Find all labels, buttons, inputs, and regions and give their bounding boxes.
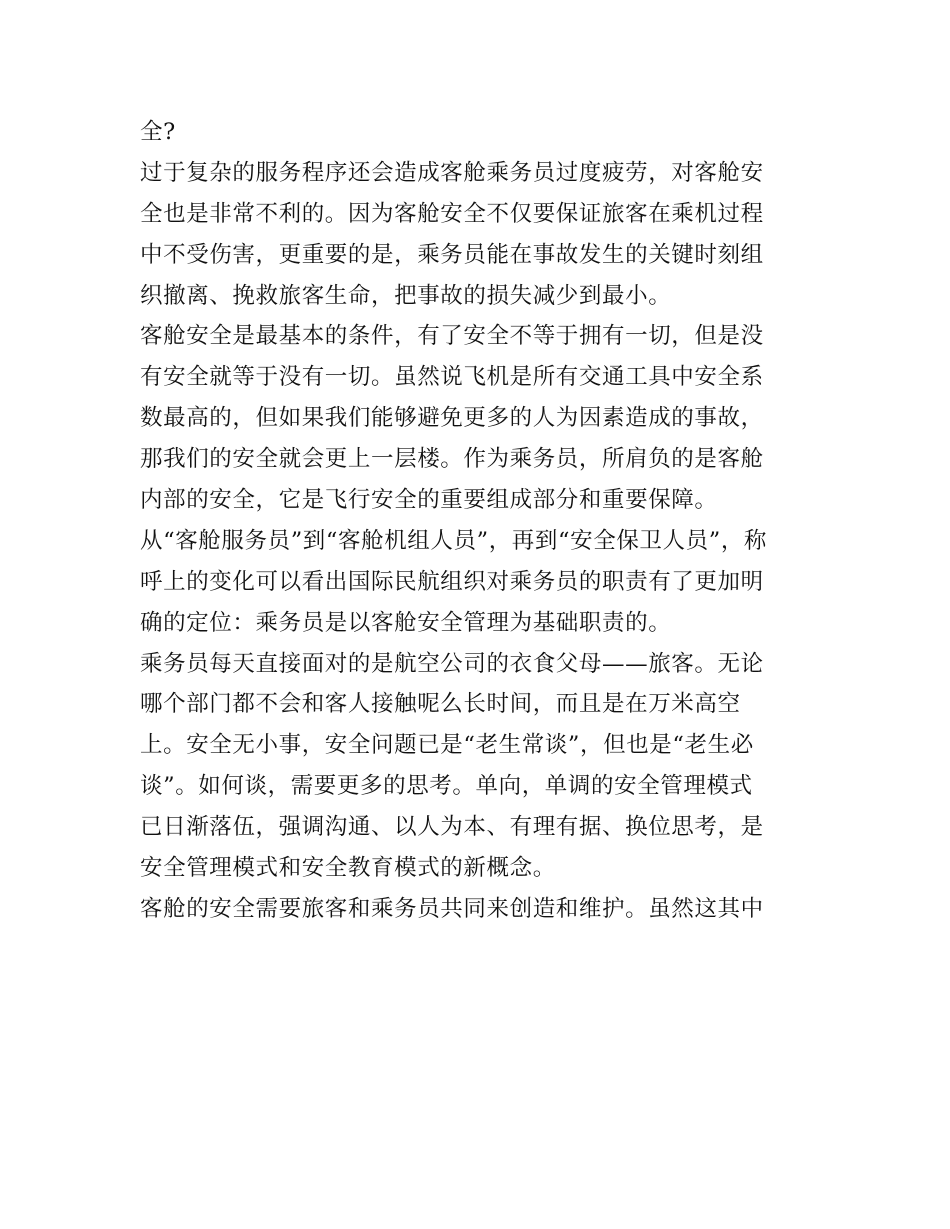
text-line: 上。安全无小事，安全问题已是“老生常谈”，但也是“老生必 <box>140 732 754 759</box>
text-line: 织撤离、挽救旅客生命，把事故的损失减少到最小。 <box>140 282 672 309</box>
text-line: 已日渐落伍，强调沟通、以人为本、有理有据、换位思考，是 <box>140 814 764 841</box>
text-line: 安全管理模式和安全教育模式的新概念。 <box>140 855 556 882</box>
text-line: 客舱的安全需要旅客和乘务员共同来创造和维护。虽然这其中 <box>140 895 764 922</box>
text-line: 全也是非常不利的。因为客舱安全不仅要保证旅客在乘机过程 <box>140 200 764 227</box>
text-line: 呼上的变化可以看出国际民航组织对乘务员的职责有了更加明 <box>140 568 764 595</box>
text-line: 谈”。如何谈，需要更多的思考。单向，单调的安全管理模式 <box>140 773 753 800</box>
text-line: 确的定位：乘务员是以客舱安全管理为基础职责的。 <box>140 609 672 636</box>
text-line: 过于复杂的服务程序还会造成客舱乘务员过度疲劳，对客舱安 <box>140 159 764 186</box>
text-line: 有安全就等于没有一切。虽然说飞机是所有交通工具中安全系 <box>140 364 764 391</box>
text-line: 那我们的安全就会更上一层楼。作为乘务员，所肩负的是客舱 <box>140 446 764 473</box>
text-line: 乘务员每天直接面对的是航空公司的衣食父母——旅客。无论 <box>140 650 764 677</box>
document-body <box>140 112 820 930</box>
text-line: 全? <box>140 119 176 145</box>
text-line: 从“客舱服务员”到“客舱机组人员”，再到“安全保卫人员”，称 <box>140 527 768 554</box>
text-line: 中不受伤害，更重要的是，乘务员能在事故发生的关键时刻组 <box>140 241 764 268</box>
text-line: 客舱安全是最基本的条件，有了安全不等于拥有一切，但是没 <box>140 323 764 350</box>
text-line: 哪个部门都不会和客人接触呢么长时间，而且是在万米高空 <box>140 691 741 718</box>
text-line: 数最高的，但如果我们能够避免更多的人为因素造成的事故， <box>140 405 764 432</box>
text-line: 内部的安全，它是飞行安全的重要组成部分和重要保障。 <box>140 487 718 514</box>
